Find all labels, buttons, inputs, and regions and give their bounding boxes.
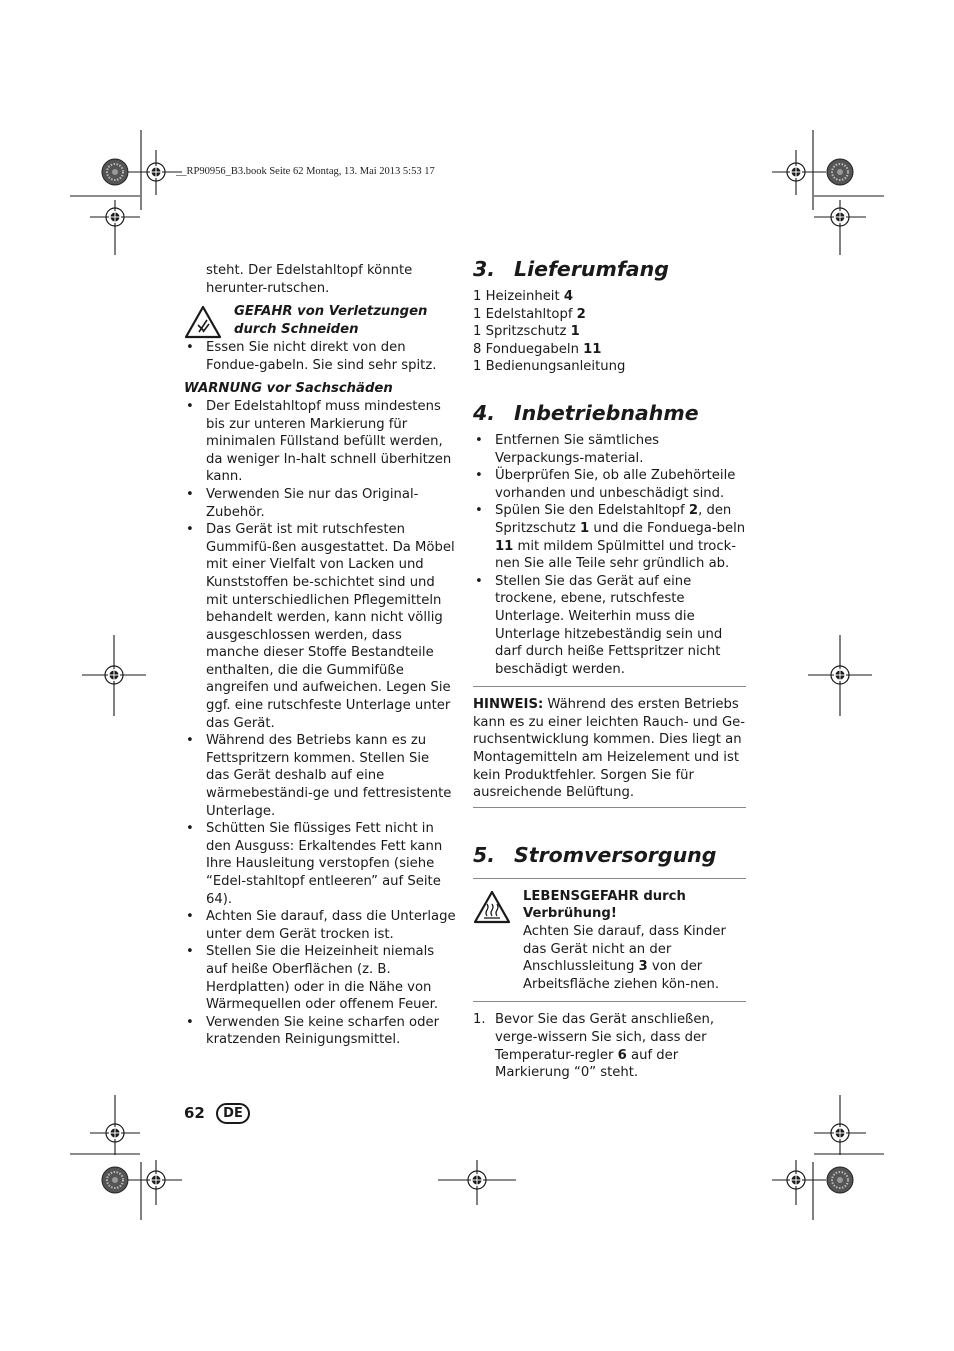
list-item: • Das Gerät ist mit rutschfesten Gummifü-ßen ausgestattet. Da Möbel mit einer Vielfalt von Lacken und Kunststoffen be-schichtet sind und mit unterschiedlichen Pflegemitteln behandelt werden, kann nicht völlig ausgeschlossen werden, dass manche dieser Stoffe Bestandteile enthalten, die die Gummifüße angreifen und aufweichen. Legen Sie ggf. eine rutschfeste Unterlage unter das Gerät.	[184, 521, 456, 732]
item-text: und die Fonduega-beln	[589, 520, 746, 536]
danger-scald-block	[473, 888, 746, 994]
section-3-title: Lieferumfang	[514, 257, 669, 281]
part-number: 3	[638, 959, 648, 975]
list-item: • Überprüfen Sie, ob alle Zubehörteile vorhanden und unbeschädigt sind.	[473, 467, 746, 502]
section-5-number: 5.	[473, 842, 496, 867]
list-item: • Verwenden Sie keine scharfen oder kratzenden Reinigungsmittel.	[184, 1014, 456, 1049]
right-column	[473, 256, 746, 1082]
section-4-title: Inbetriebnahme	[514, 400, 699, 425]
danger-cut-title: GEFAHR von Verletzungen durch Schneiden	[234, 304, 428, 337]
section-3-number: 3.	[473, 257, 496, 281]
item-text: 1 Edelstahltopf	[473, 306, 577, 322]
item-text: 1 Spritzschutz	[473, 324, 571, 340]
list-item: • Entfernen Sie sämtliches Verpackungs-material.	[473, 432, 746, 467]
list-item: • Stellen Sie die Heizeinheit niemals auf heiße Oberflächen (z. B. Herdplatten) oder in die Nähe von Wärmequellen oder offenem Feuer.	[184, 943, 456, 1013]
section-4-number: 4.	[473, 400, 496, 425]
danger-scald-text-part: von der Arbeitsfläche ziehen kön-nen.	[523, 959, 720, 992]
list-item: • Stellen Sie das Gerät auf eine trockene, ebene, rutschfeste Unterlage. Weiterhin muss die Unterlage hitzebeständig sein und darf durch heiße Fettspritzer nicht beschädigt werden.	[473, 573, 746, 679]
section-5-title: Stromversorgung	[514, 842, 717, 867]
left-column	[184, 262, 456, 1049]
item-text: 1 Heizeinheit	[473, 289, 564, 304]
divider	[473, 878, 746, 879]
danger-scald-text	[523, 923, 746, 993]
danger-cut-block	[184, 303, 456, 339]
note-text: Während des ersten Betriebs kann es zu einer leichten Rauch- und Ge-ruchsentwicklung kommen. Dies liegt an Montagemitteln am Heizelement und ist kein Produktfehler. Sorgen Sie für ausreichende Belüftung.	[473, 697, 746, 801]
list-item	[473, 502, 746, 572]
item-text: Spülen Sie den Edelstahltopf	[495, 503, 689, 519]
part-number: 11	[495, 538, 514, 554]
step-text: Bevor Sie das Gerät anschließen, verge-wissern Sie sich, dass der Temperatur-regler	[495, 1012, 715, 1063]
step-text: auf der Markierung “0” steht.	[495, 1047, 679, 1081]
section-4-heading	[473, 400, 746, 426]
item-text: 8 Fonduegabeln	[473, 341, 584, 357]
divider	[473, 1001, 746, 1002]
note-block	[473, 696, 746, 802]
divider	[473, 807, 746, 808]
part-number: 4	[563, 289, 574, 304]
setup-list	[473, 432, 746, 678]
delivery-list	[473, 288, 746, 376]
item-text: 1 Bedienungsanleitung	[473, 359, 626, 375]
page-number: 62	[184, 1104, 205, 1122]
danger-scald-title: LEBENSGEFAHR durch Verbrühung!	[523, 888, 686, 922]
cut-hazard-icon	[184, 305, 222, 339]
warning-title: WARNUNG vor Sachschäden	[184, 381, 393, 397]
part-number: 11	[583, 341, 602, 357]
step-1	[473, 1011, 746, 1081]
list-item: • Essen Sie nicht direkt von den Fondue-gabeln. Sie sind sehr spitz.	[184, 339, 456, 374]
list-item	[473, 358, 746, 376]
danger-scald-text-part: Achten Sie darauf, dass Kinder das Gerät nicht an der Anschlussleitung	[523, 924, 726, 975]
language-badge: DE	[216, 1103, 250, 1124]
list-item: • Verwenden Sie nur das Original-Zubehör.	[184, 486, 456, 521]
section-5-heading	[473, 842, 746, 868]
item-text: mit mildem Spülmittel und trock-nen Sie alle Teile sehr gründlich ab.	[495, 538, 737, 572]
warning-list	[184, 398, 456, 1049]
continuation-text: steht. Der Edelstahltopf könnte herunter-rutschen.	[206, 263, 413, 296]
part-number: 1	[580, 520, 590, 536]
list-item: • Achten Sie darauf, dass die Unterlage unter dem Gerät trocken ist.	[184, 908, 456, 943]
part-number: 2	[688, 503, 699, 519]
list-item	[473, 288, 746, 306]
file-info: __RP90956_B3.book Seite 62 Montag, 13. Mai 2013 5:53 17	[176, 166, 435, 177]
list-item: • Der Edelstahltopf muss mindestens bis zur unteren Markierung für minimalen Füllstand befüllt werden, da weniger In-halt schnell überhitzen kann.	[184, 398, 456, 486]
step-number: 1.	[473, 1012, 486, 1028]
divider	[473, 686, 746, 687]
item-text: , den Spritzschutz	[495, 503, 732, 536]
danger-cut-list	[184, 339, 456, 374]
part-number: 6	[617, 1047, 627, 1063]
list-item: • Während des Betriebs kann es zu Fettspritzern kommen. Stellen Sie das Gerät deshalb auf eine wärmebeständi-ge und fettresistente Unterlage.	[184, 732, 456, 820]
section-3-heading	[473, 256, 746, 282]
note-label: HINWEIS:	[473, 697, 544, 713]
hot-surface-icon	[473, 890, 511, 924]
part-number: 2	[576, 306, 586, 322]
list-item: • Schütten Sie flüssiges Fett nicht in den Ausguss: Erkaltendes Fett kann Ihre Hausleitung verstopfen (siehe “Edel-stahltopf entleeren” auf Seite 64).	[184, 820, 456, 908]
list-item	[473, 306, 746, 324]
part-number: 1	[570, 324, 580, 340]
list-item	[473, 323, 746, 341]
list-item	[473, 341, 746, 359]
